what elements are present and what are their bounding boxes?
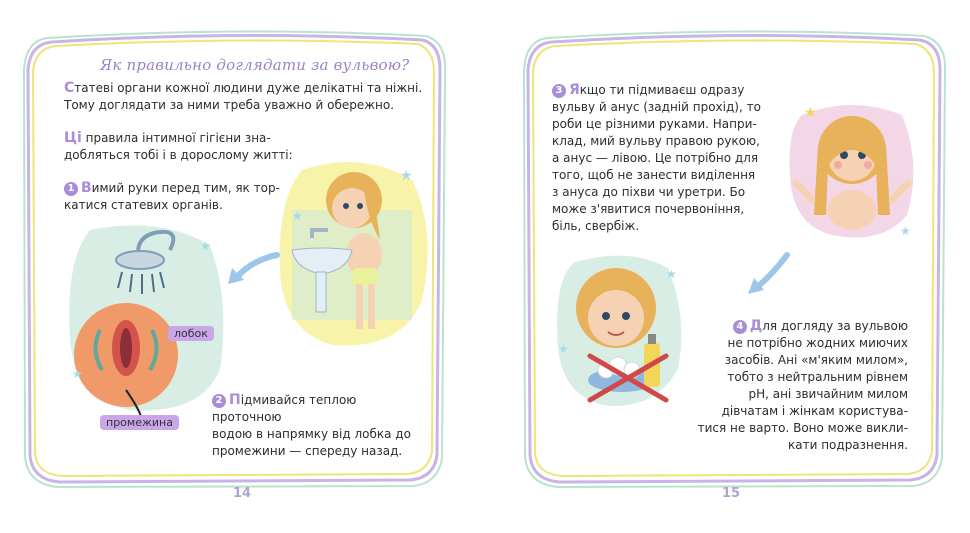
step-4-line-6: тися не варто. Воно може викли- (697, 421, 908, 435)
step-3-line-0: кщо ти підмиваєш одразу (579, 83, 745, 97)
intro-line-2: Тому доглядати за ними треба уважно й обережно. (64, 98, 395, 112)
rules-paragraph (64, 130, 304, 164)
step-4-number: 4 (733, 320, 747, 334)
svg-text:★: ★ (900, 224, 911, 238)
arrow-right-icon (742, 250, 792, 300)
step-2-number: 2 (212, 394, 226, 408)
step-4-line-1: не потрібно жодних миючих (727, 336, 908, 350)
step-3-line-1: вульву й анус (задній прохід), то (552, 100, 761, 114)
step-3-line-8: біль, свербіж. (552, 219, 640, 233)
svg-text:★: ★ (400, 168, 413, 184)
girl-bathing-illustration (782, 95, 922, 245)
svg-text:★: ★ (200, 239, 211, 253)
step-3-line-5: того, щоб не занести виділення (552, 168, 756, 182)
step-3-line-7: може з'явитися почервоніння, (552, 202, 745, 216)
step-2-line-3: промежини — спереду назад. (212, 444, 403, 458)
step-1-line-1: имий руки перед тим, як тор- (91, 181, 280, 195)
step-3-line-6: з ануса до піхви чи уретри. Бо (552, 185, 746, 199)
step-4-paragraph (688, 318, 908, 454)
svg-text:★: ★ (804, 105, 817, 121)
svg-text:★: ★ (72, 367, 83, 381)
intro-drop-cap: С (64, 80, 75, 96)
svg-text:★: ★ (666, 267, 677, 281)
step-4-drop-cap: Д (749, 318, 763, 334)
no-soap-illustration (548, 248, 688, 413)
step-2-paragraph (212, 392, 427, 460)
rules-line-2: добляться тобі і в дорослому житті: (64, 148, 293, 162)
step-3-paragraph (552, 82, 782, 235)
page-number-left: 14 (233, 486, 252, 501)
intro-line-1: татеві органи кожної людини дуже делікатні та ніжні. (74, 81, 423, 95)
step-2-line-2: водою в напрямку від лобка до (212, 427, 411, 441)
svg-text:★: ★ (558, 342, 569, 356)
step-3-line-4: а анус — лівою. Це потрібно для (552, 151, 759, 165)
step-4-line-5: дівчатам і жінкам користува- (721, 404, 908, 418)
page-number-right: 15 (722, 486, 741, 501)
intro-paragraph (64, 80, 424, 114)
rules-line-1: правила інтимної гігієни зна- (81, 131, 271, 145)
svg-text:★: ★ (292, 209, 303, 223)
step-2-drop-cap: П (229, 392, 241, 408)
step-4-line-7: кати подразнення. (788, 438, 908, 452)
step-3-line-3: клад, мий вульву правою рукою, (552, 134, 760, 148)
step-4-line-0: ля догляду за вульвою (762, 319, 908, 333)
handwashing-illustration (272, 150, 432, 360)
step-3-number: 3 (552, 84, 566, 98)
step-4-line-3: тобто з нейтральним рівнем (727, 370, 908, 384)
page-title: Як правильно доглядати за вульвою? (100, 56, 410, 74)
step-1-line-2: катися статевих органів. (64, 198, 223, 212)
shower-illustration (60, 220, 235, 420)
step-1-paragraph (64, 180, 294, 214)
label-lobok: лобок (168, 326, 214, 341)
step-1-number: 1 (64, 182, 78, 196)
step-3-line-2: роби це різними руками. Напри- (552, 117, 757, 131)
step-3-drop-cap: Я (569, 82, 580, 98)
step-4-line-2: засобів. Ані «м'яким милом», (724, 353, 908, 367)
rules-drop-cap: Ці (64, 130, 82, 146)
label-promezhyna: промежина (100, 415, 179, 430)
step-2-line-1: ідмивайся теплою проточною (212, 393, 357, 424)
step-4-line-4: pH, ані звичайним милом (748, 387, 908, 401)
step-1-drop-cap: В (81, 180, 92, 196)
